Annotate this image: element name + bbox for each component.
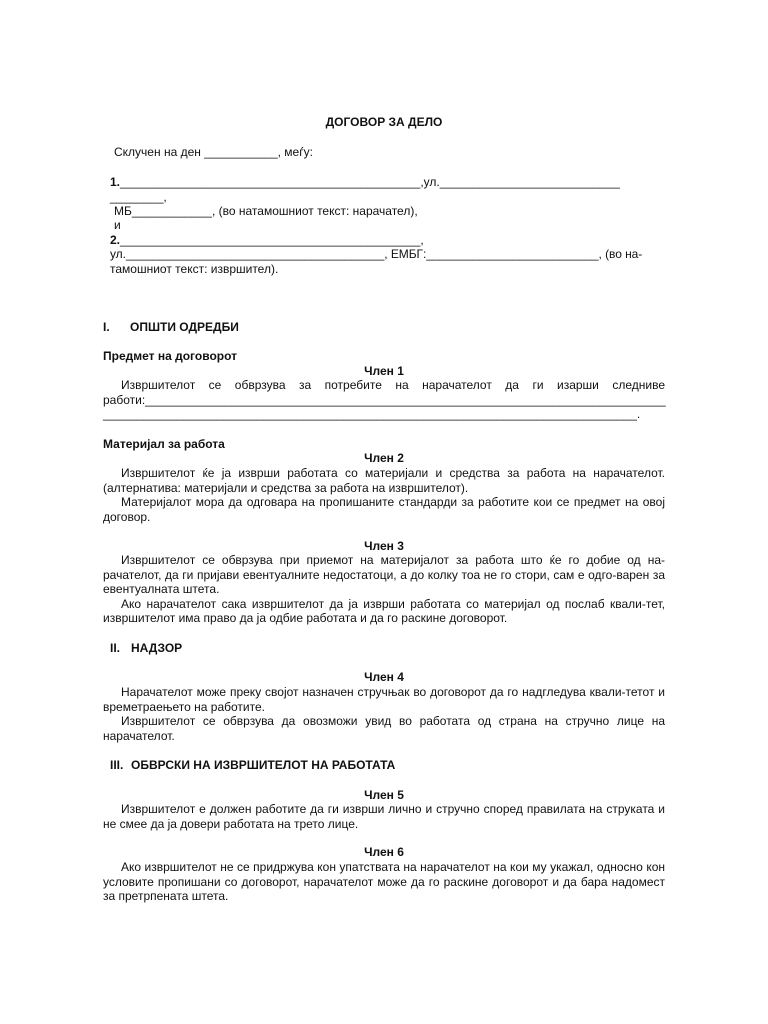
article-4-title: Член 4 — [364, 670, 404, 684]
section-3-heading — [110, 758, 672, 773]
article-4-paragraph-1: Нарачателот може преку својот назначен стручњак во договорот да го надгледува квали-тетот и времетраењето на работите. — [103, 685, 665, 714]
section-1-title: ОПШТИ ОДРЕДБИ — [130, 320, 239, 334]
section-2-number: II. — [110, 641, 121, 655]
subsection-material-heading: Материјал за работа — [103, 437, 225, 451]
article-1-title: Член 1 — [364, 364, 404, 378]
party2-line1 — [110, 233, 672, 248]
section-3-title: ОБВРСКИ НА ИЗВРШИТЕЛОТ НА РАБОТАТА — [131, 758, 396, 772]
article-4-paragraph-2: Извршителот се обврзува да овозможи увид во работата од страна на стручно лице на нарачателот. — [103, 714, 665, 743]
section-2-heading — [110, 641, 672, 656]
article-2-body — [103, 466, 665, 524]
party2-number: 2. — [110, 233, 121, 247]
article-2-paragraph-2: Материјалот мора да одговара на пропишаните стандарди за работите кои се предмет на овој договор. — [103, 495, 665, 524]
party1-line1 — [110, 175, 670, 190]
article-2-title: Член 2 — [364, 451, 404, 465]
party1-name-blank: _____________________________________________,ул.___________________________ — [120, 175, 620, 189]
party1-number: 1. — [110, 175, 121, 189]
article-6-paragraph: Ако извршителот не се придржува кон упатствата на нарачателот на кои му укажал, односно кон условите пропишани со договорот, нарачателот може да го раскине договорот и да бара надомест за претрпената штета. — [103, 860, 665, 904]
subsection-subject-heading: Предмет на договорот — [103, 349, 238, 363]
article-3-paragraph-2: Ако нарачателот сака извршителот да ја изврши работата со материјал од послаб квали-тет, извршителот има право да ја одбие работата и да го раскине договорот. — [103, 596, 665, 626]
concluded-line: Склучен на ден ___________, меѓу: — [114, 145, 313, 159]
party2-line2: ул._______________________________________, ЕМБГ:__________________________, (во на- — [110, 247, 643, 261]
document-title: ДОГОВОР ЗА ДЕЛО — [325, 115, 443, 129]
article-3-paragraph-1: Извршителот се обврзува при приемот на материјалот за работа што ќе го добие од на-рачателот, да ги пријави евентуалните недостатоци, а до колку тоа не го стори, сам е одго-варен за евентуалната штета. — [103, 553, 665, 597]
party2-line3: тамошниот текст: извршител). — [110, 262, 279, 276]
article-5-title: Член 5 — [364, 788, 404, 802]
party-and: и — [114, 218, 121, 232]
party1-mb: МБ____________, (во натамошниот текст: нарачател), — [114, 204, 418, 218]
article-3-body — [103, 553, 665, 626]
article-2-paragraph-1: Извршителот ќе ја изврши работата со материјали и средства за работа на нарачателот. (алтернатива: материјали и средства за работа на извршителот). — [103, 466, 665, 495]
article-1-paragraph: Извршителот се обврзува за потребите на нарачателот да ги изарши следниве работи:______________________________________________________________________________ ________________________________________________________________________________. — [103, 378, 666, 422]
section-3-number: III. — [110, 758, 124, 772]
article-4-body — [103, 685, 665, 743]
party1-line2: ________, — [110, 190, 167, 204]
section-2-title: НАДЗОР — [131, 641, 183, 655]
article-3-title: Член 3 — [364, 539, 404, 553]
article-5-paragraph: Извршителот е должен работите да ги изврши лично и стручно според правилата на струката и не смее да ја довери работата на трето лице. — [103, 802, 665, 831]
party2-name-blank: _____________________________________________, — [120, 233, 424, 247]
section-1-heading — [103, 320, 665, 335]
section-1-number: I. — [103, 320, 110, 334]
article-6-title: Член 6 — [364, 845, 404, 859]
